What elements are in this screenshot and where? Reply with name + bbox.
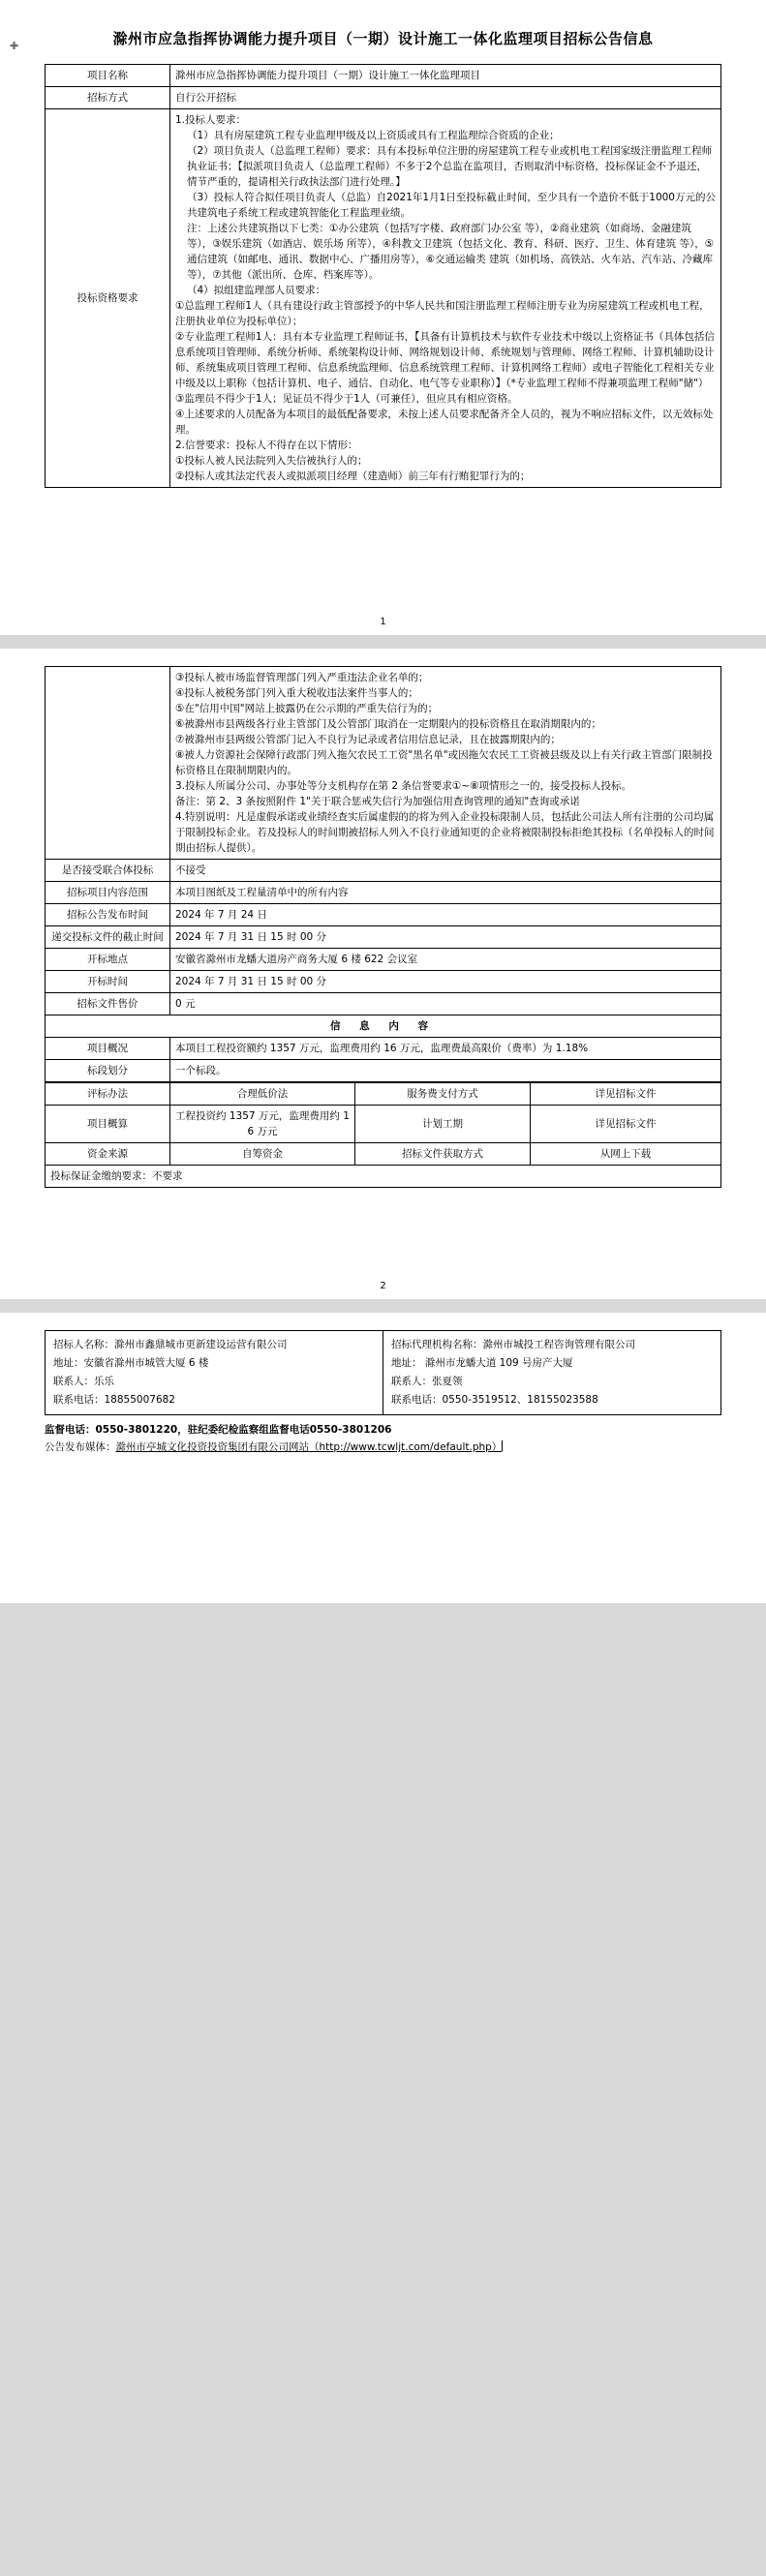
table-row [46, 949, 721, 971]
cell-duration-label: 计划工期 [355, 1106, 531, 1143]
qual-para: （2）项目负责人（总监理工程师）要求：具有本投标单位注册的房屋建筑工程专业或机电工程国家级注册监理工程师执业证书；【拟派项目负责人（总监理工程师）不多于2个总监在监项目，否则取消中标资格，投标保证金不予退还，情节严重的，提请相关行政执法部门进行处理。】 [187, 145, 713, 188]
table-row-info-header [46, 1015, 721, 1038]
qual-para: （1）具有房屋建筑工程专业监理甲级及以上资质或具有工程监理综合资质的企业； [187, 130, 560, 141]
agent-address: 地址： 滁州市龙蟠大道 109 号房产大厦 [391, 1357, 573, 1369]
qual-para: ①总监理工程师1人（具有建设行政主管部授予的中华人民共和国注册监理工程师注册专业为房屋建筑工程或机电工程，注册执业单位为投标单位）； [175, 300, 710, 327]
supervision-phone: 监督电话：0550-3801220，驻纪委纪检监察组监督电话0550-3801206 [45, 1424, 392, 1436]
qual-para: 备注：第 2、3 条按照附件 1"关于联合惩戒失信行为加强信用查询管理的通知"查询或承诺 [175, 796, 580, 807]
announcement-table-page2 [45, 666, 721, 1082]
row-value-qualification [170, 109, 721, 488]
cell-agent-info [383, 1331, 721, 1415]
row-label-doc-price: 招标文件售价 [46, 993, 170, 1015]
row-label-qualification-cont [46, 667, 170, 860]
tenderer-address: 地址：安徽省滁州市城管大厦 6 楼 [53, 1357, 209, 1369]
table-row-qualification [46, 109, 721, 488]
document-page-1 [0, 0, 766, 635]
row-label-open-place: 开标地点 [46, 949, 170, 971]
row-value-joint-bid: 不接受 [170, 860, 721, 882]
qual-para: ②投标人或其法定代表人或拟派项目经理（建造师）前三年有行贿犯罪行为的； [175, 470, 531, 482]
qual-para: ①投标人被人民法院列入失信被执行人的； [175, 455, 368, 467]
contact-table [45, 1330, 721, 1415]
cell-budget-label: 项目概算 [46, 1106, 170, 1143]
row-value-bid-method: 自行公开招标 [170, 87, 721, 109]
row-value-overview: 本项目工程投资额约 1357 万元，监理费用约 16 万元，监理费最高限价（费率）为 1.18% [170, 1038, 721, 1060]
crosshair-marker-icon: ✚ [10, 40, 19, 52]
media-label: 公告发布媒体： [45, 1441, 116, 1453]
table-row [46, 971, 721, 993]
qual-para: （3）投标人符合拟任项目负责人（总监）自2021年1月1日至投标截止时间，至少具有一个造价不低于1000万元的公共建筑电子系统工程或建筑智能化工程监理业绩。 [187, 192, 716, 219]
document-page-2 [0, 649, 766, 1299]
table-row [46, 993, 721, 1015]
page-number: 2 [380, 1281, 386, 1291]
cell-duration-value: 详见招标文件 [531, 1106, 721, 1143]
table-row [46, 860, 721, 882]
row-label-overview: 项目概况 [46, 1038, 170, 1060]
info-section-header: 信 息 内 容 [46, 1015, 721, 1038]
cell-payment-value: 详见招标文件 [531, 1083, 721, 1106]
qual-para: ③投标人被市场监督管理部门列入严重违法企业名单的； [175, 672, 429, 683]
table-row [46, 1106, 721, 1143]
page-title: 滁州市应急指挥协调能力提升项目（一期）设计施工一体化监理项目招标公告信息 [112, 30, 654, 47]
qual-para: ②专业监理工程师1人：具有本专业监理工程师证书，【具备有计算机技术与软件专业技术中级以上资格证书（具体包括信息系统项目管理师、系统分析师、系统架构设计师、网络规划设计师、系统规划与管理师、网络工程师、计算机辅助设计师、系统集成项目管理工程师、信息系统监理师、信息系统管理工程师、计算机网络工程师）或电子智能化工程相关专业中级及以上职称（包括计算机、电子、通信、自动化、电气等专业职称）】（*专业监理工程师不得兼项监理工程师"储"） [175, 331, 715, 389]
row-label-bid-method: 招标方式 [46, 87, 170, 109]
agent-phone: 联系电话：0550-3519512、18155023588 [391, 1394, 598, 1406]
table-row [46, 1166, 721, 1188]
row-label-publish-date: 招标公告发布时间 [46, 904, 170, 926]
table-row [46, 65, 721, 87]
document-page-3 [0, 1313, 766, 1603]
row-value-doc-price: 0 元 [170, 993, 721, 1015]
cell-funding-value: 自筹资金 [170, 1143, 355, 1166]
page-number: 1 [380, 617, 386, 627]
qual-para: ④投标人被税务部门列入重大税收违法案件当事人的； [175, 687, 418, 699]
media-value: 滁州市亭城文化投资投资集团有限公司网站（http://www.tcwljt.com/default.php） [115, 1441, 503, 1453]
media-line [45, 1439, 721, 1456]
agent-contact: 联系人：张夏领 [391, 1376, 463, 1387]
announcement-table-page2-fourcol [45, 1082, 721, 1188]
row-label-qualification: 投标资格要求 [46, 109, 170, 488]
row-label-open-time: 开标时间 [46, 971, 170, 993]
cell-docaccess-value: 从网上下载 [531, 1143, 721, 1166]
qual-para: 3.投标人所属分公司、办事处等分支机构存在第 2 条信誉要求①~⑧项情形之一的，接受投标人投标。 [175, 780, 631, 792]
cell-payment-label: 服务费支付方式 [355, 1083, 531, 1106]
footer-block [45, 1421, 721, 1456]
cell-funding-label: 资金来源 [46, 1143, 170, 1166]
tenderer-contact: 联系人：乐乐 [53, 1376, 114, 1387]
table-row-qualification-cont [46, 667, 721, 860]
row-value-sections: 一个标段。 [170, 1060, 721, 1082]
row-value-scope: 本项目图纸及工程量清单中的所有内容 [170, 882, 721, 904]
row-value-open-place: 安徽省滁州市龙蟠大道房产商务大厦 6 楼 622 会议室 [170, 949, 721, 971]
table-row [46, 926, 721, 949]
row-bid-bond: 投标保证金缴纳要求：不要求 [46, 1166, 721, 1188]
cell-tenderer-info [46, 1331, 383, 1415]
row-label-joint-bid: 是否接受联合体投标 [46, 860, 170, 882]
cell-docaccess-label: 招标文件获取方式 [355, 1143, 531, 1166]
row-value-open-time: 2024 年 7 月 31 日 15 时 00 分 [170, 971, 721, 993]
table-row [46, 1060, 721, 1082]
table-row [46, 1038, 721, 1060]
qual-para: ⑦被滁州市县两级公管部门记入不良行为记录或者信用信息记录，且在披露期限内的； [175, 734, 561, 745]
row-value-publish-date: 2024 年 7 月 24 日 [170, 904, 721, 926]
agent-name: 招标代理机构名称：滁州市城投工程咨询管理有限公司 [391, 1339, 635, 1350]
table-row [46, 1143, 721, 1166]
cell-budget-value: 工程投资约 1357 万元，监理费用约 16 万元 [170, 1106, 355, 1143]
tenderer-phone: 联系电话：18855007682 [53, 1394, 175, 1406]
row-label-project-name: 项目名称 [46, 65, 170, 87]
row-label-deadline: 递交投标文件的截止时间 [46, 926, 170, 949]
qual-para: 2.信誉要求：投标人不得存在以下情形： [175, 439, 358, 451]
qual-para: ⑤在"信用中国"网站上披露仍在公示期的严重失信行为的； [175, 703, 439, 714]
row-value-deadline: 2024 年 7 月 31 日 15 时 00 分 [170, 926, 721, 949]
table-row [46, 1083, 721, 1106]
qual-para: （4）拟组建监理部人员要求： [187, 285, 326, 296]
qual-para: ⑧被人力资源社会保障行政部门列入拖欠农民工工资"黑名单"或因拖欠农民工工资被县级及以上有关行政主管部门限制投标资格且在限制期限内的。 [175, 749, 713, 776]
row-label-sections: 标段划分 [46, 1060, 170, 1082]
qual-para: 1.投标人要求： [175, 114, 247, 126]
qual-para: ③监理员不得少于1人；见证员不得少于1人（可兼任），但应具有相应资格。 [175, 393, 518, 405]
tenderer-name: 招标人名称：滁州市鑫鼎城市更新建设运营有限公司 [53, 1339, 288, 1350]
qual-para: ④上述要求的人员配备为本项目的最低配备要求，未按上述人员要求配备齐全人员的，视为不响应招标文件，以无效标处理。 [175, 409, 714, 436]
cell-eval-method-label: 评标办法 [46, 1083, 170, 1106]
qual-para: 4.特别说明：凡是虚假承诺或业绩经查实后属虚假的的将为列入企业投标限制人员，包括此公司法人所有注册的公司均属于限制投标企业。若及投标人的时间期被招标人列入不良行业通知更的企业将被限制投标拒绝其投标（名单投标人的时间期由招标人提供）。 [175, 811, 715, 854]
table-row [46, 882, 721, 904]
cell-eval-method-value: 合理低价法 [170, 1083, 355, 1106]
announcement-table-page1 [45, 64, 721, 488]
qual-para: 注：上述公共建筑指以下七类：①办公建筑（包括写字楼、政府部门办公室 等），②商业建筑（如商场、金融建筑等），③娱乐建筑（如酒店、娱乐场 所等），④科教文卫建筑（包括文化、教育、科研、医疗、卫生、体育建筑 等），⑤通信建筑（如邮电、通讯、数据中心、广播用房等），⑥交通运输类 建筑（如机场、高铁站、火车站、汽车站、冷藏库等），⑦其他（派出所、仓库、档案库等）。 [187, 223, 715, 281]
text-cursor [502, 1440, 503, 1451]
table-row [46, 87, 721, 109]
table-row [46, 904, 721, 926]
row-value-project-name: 滁州市应急指挥协调能力提升项目（一期）设计施工一体化监理项目 [170, 65, 721, 87]
row-value-qualification-cont [170, 667, 721, 860]
table-row [46, 1331, 721, 1415]
row-label-scope: 招标项目内容范围 [46, 882, 170, 904]
qual-para: ⑥被滁州市县两级各行业主管部门及公管部门取消在一定期限内的投标资格且在取消期限内的； [175, 718, 601, 730]
